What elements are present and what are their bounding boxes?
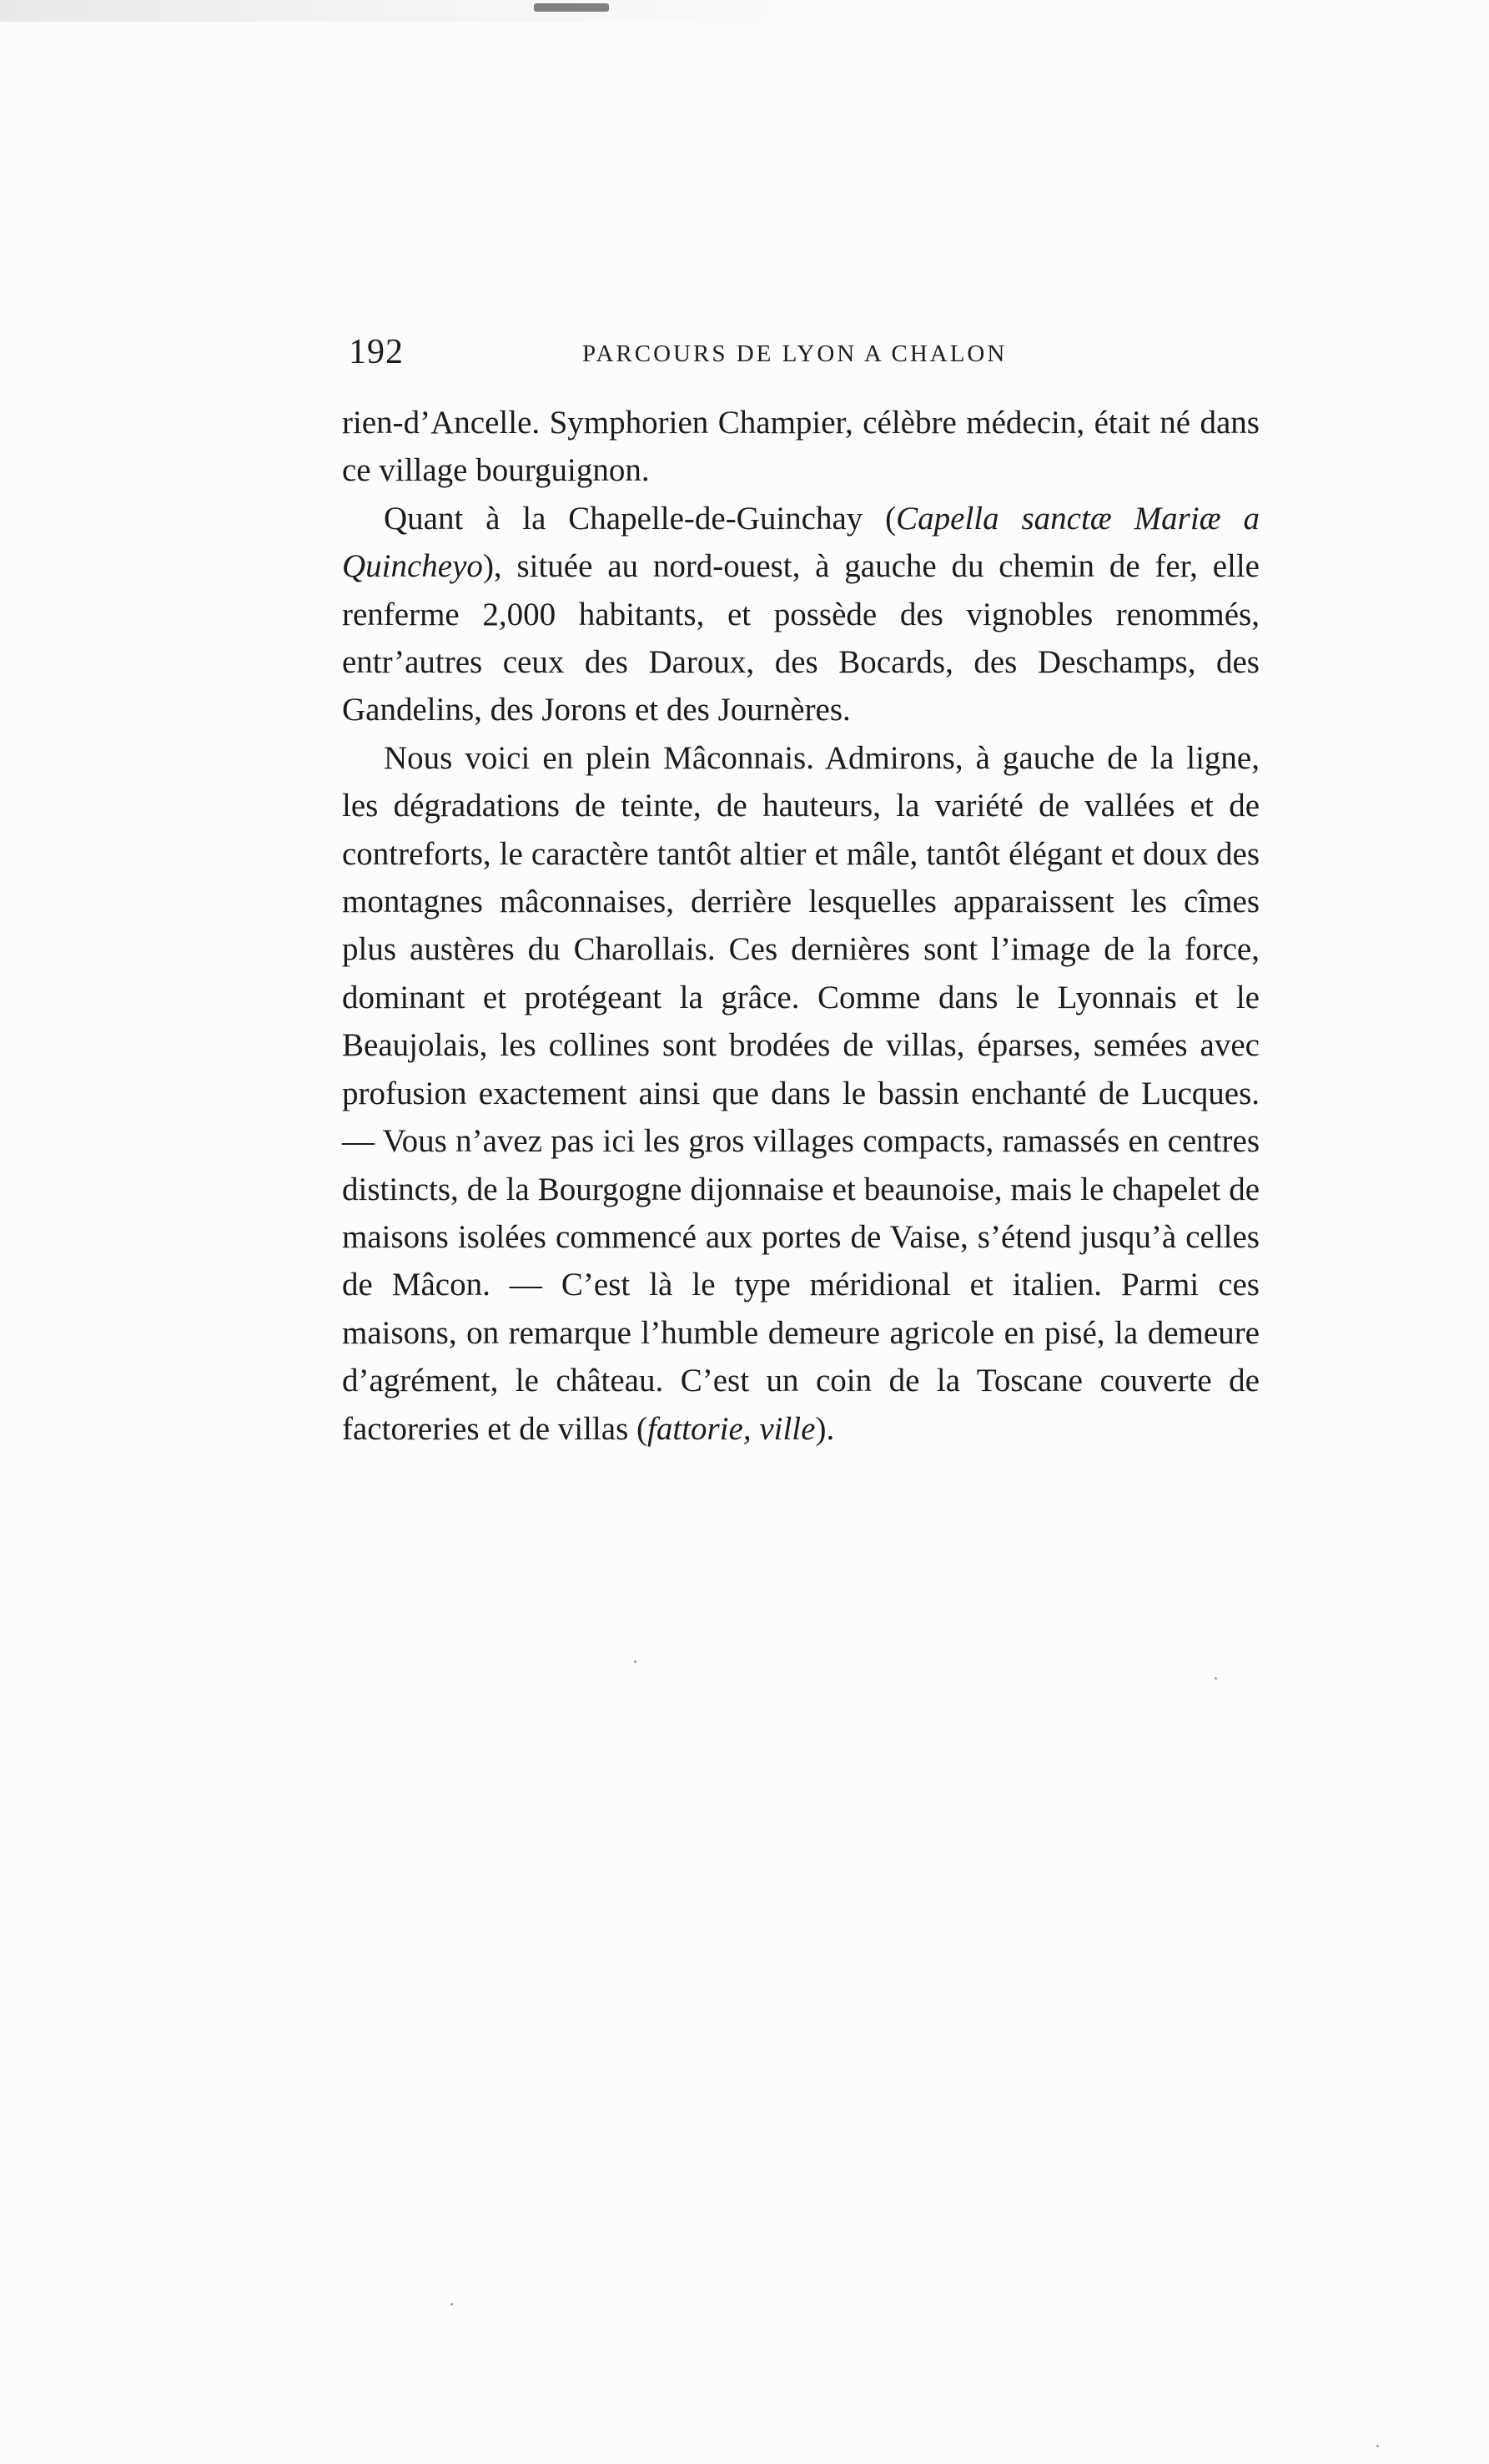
scan-speck	[634, 1660, 636, 1663]
body-text	[342, 399, 1260, 1453]
scan-speck	[1376, 2445, 1379, 2447]
running-title: PARCOURS DE LYON A CHALON	[582, 340, 1008, 367]
paragraph	[342, 399, 1260, 495]
running-head	[349, 332, 1295, 391]
text-run: rien-d’Ancelle. Symphorien Champier, célèbre médecin, était né dans ce village bourguignon.	[342, 405, 1260, 489]
page-number: 192	[349, 333, 404, 371]
scan-speck	[450, 2303, 453, 2305]
scan-speck	[1215, 1677, 1217, 1680]
italic-text: Capella sanctæ Mariæ a Quincheyo	[342, 500, 1260, 585]
italic-text: fattorie, ville	[647, 1410, 816, 1447]
text-run: ).	[815, 1410, 835, 1447]
paragraph	[342, 734, 1260, 1453]
scan-edge-mark	[534, 3, 609, 12]
text-run: ), située au nord-ouest, à gauche du chemin de fer, elle renferme 2,000 habitants, et possède des vignobles renommés, entr’autres ceux des Daroux, des Bocards, des Deschamps, des Gandelins, des Jorons et des Journères.	[342, 548, 1260, 728]
text-run: Quant à la Chapelle-de-Guinchay (	[384, 500, 897, 537]
text-run: Nous voici en plein Mâconnais. Admirons, à gauche de la ligne, les dégradations de teinte, de hauteurs, la variété de vallées et de contreforts, le caractère tantôt altier et mâle, tantôt élégant et doux des montagnes mâconnaises, derrière lesquelles apparaissent les cîmes plus austères du Charollais. Ces dernières sont l’image de la force, dominant et protégeant la grâce. Comme dans le Lyonnais et le Beaujolais, les collines sont brodées de villas, éparses, semées avec profusion exactement ainsi que dans le bassin enchanté de Lucques. — Vous n’avez pas ici les gros villages compacts, ramassés en centres distincts, de la Bourgogne dijonnaise et beaunoise, mais le chapelet de maisons isolées commencé aux portes de Vaise, s’étend jusqu’à celles de Mâcon. — C’est là le type méridional et italien. Parmi ces maisons, on remarque l’humble demeure agricole en pisé, la demeure d’agrément, le château. C’est un coin de la Toscane couverte de factoreries et de villas (	[342, 739, 1260, 1447]
paragraph	[342, 495, 1260, 734]
scan-edge-smudge	[0, 0, 834, 22]
